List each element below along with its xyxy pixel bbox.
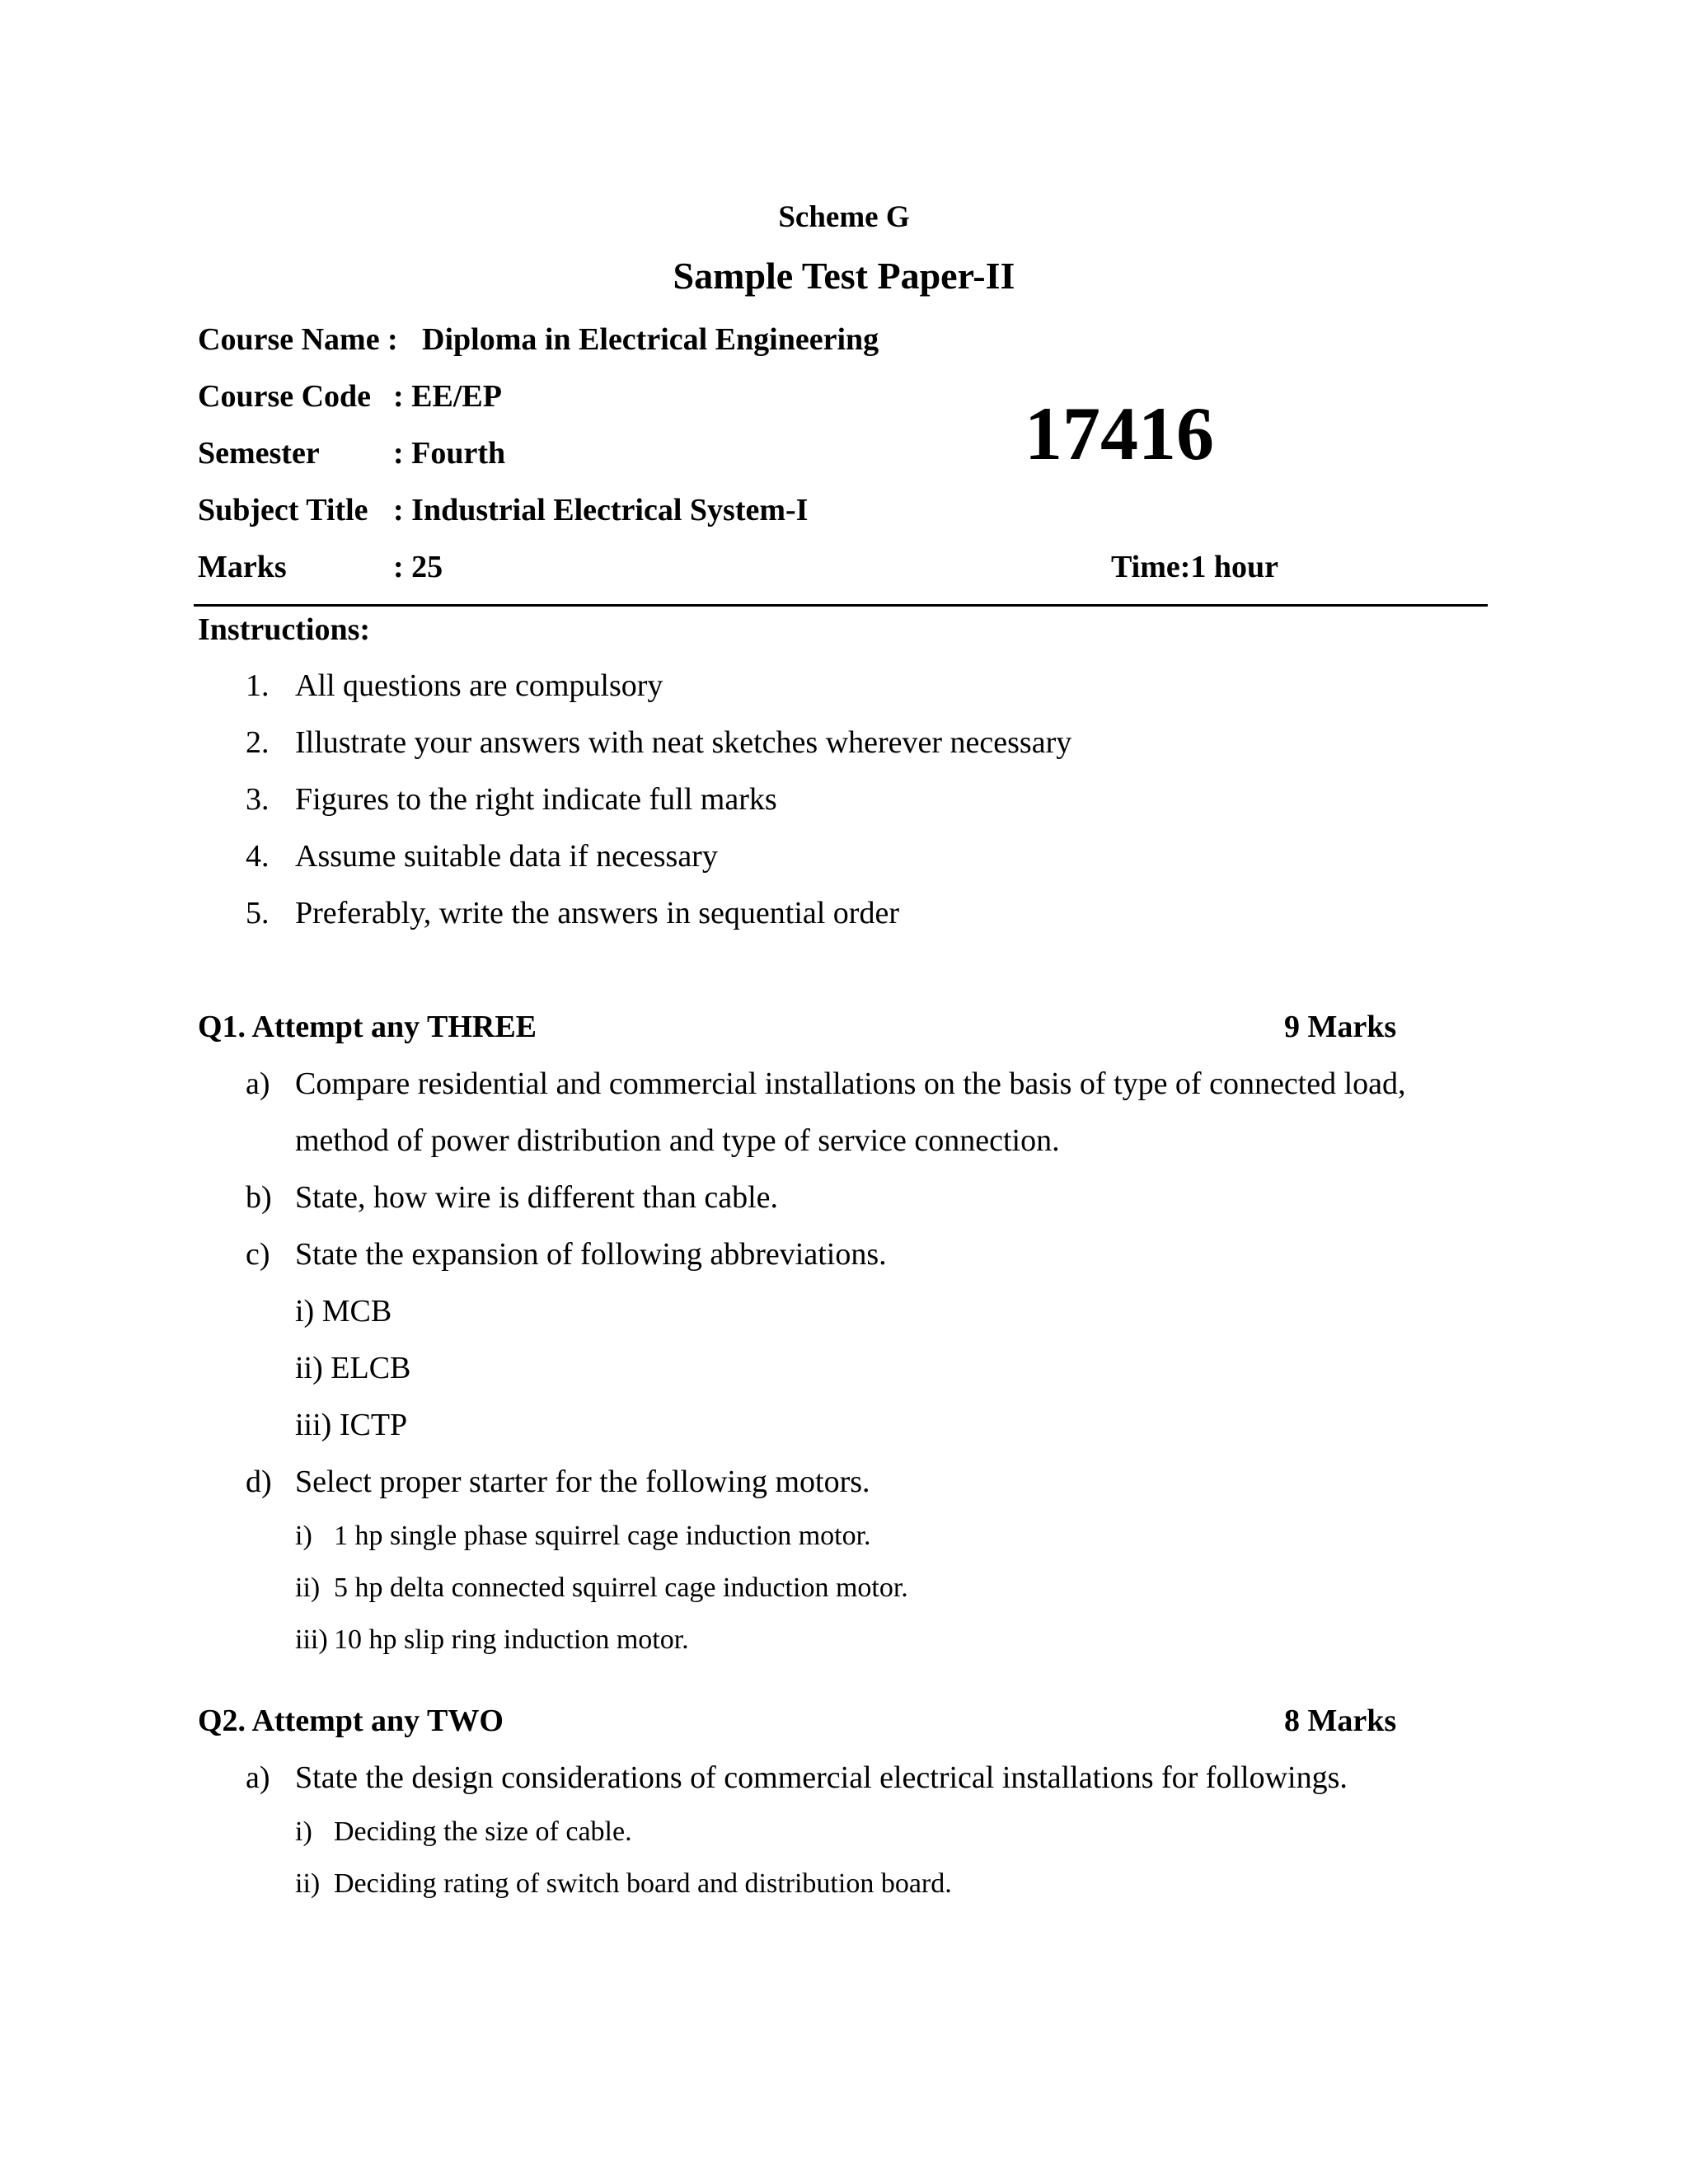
sub-item-number: i) bbox=[295, 1816, 312, 1847]
question-text: State the design considerations of commercial electrical installations for followings. bbox=[295, 1760, 1348, 1795]
instruction-number: 1. bbox=[246, 668, 270, 703]
question-label: c) bbox=[246, 1237, 270, 1272]
sub-item-number: ii) bbox=[295, 1868, 321, 1899]
sub-item-number: iii) bbox=[295, 1624, 328, 1655]
instruction-text: Figures to the right indicate full marks bbox=[295, 782, 777, 817]
question-text: Compare residential and commercial installations on the basis of type of connected load, bbox=[295, 1066, 1406, 1101]
question-label: a) bbox=[246, 1066, 270, 1101]
question-text: State, how wire is different than cable. bbox=[295, 1180, 778, 1215]
q2-marks: 8 Marks bbox=[1284, 1704, 1397, 1738]
sub-item-text: 10 hp slip ring induction motor. bbox=[334, 1624, 689, 1655]
question-label: d) bbox=[246, 1465, 272, 1499]
instruction-text: Illustrate your answers with neat sketches wherever necessary bbox=[295, 725, 1072, 760]
course-code-value: : EE/EP bbox=[393, 379, 502, 414]
instructions-heading: Instructions: bbox=[198, 612, 371, 647]
course-name-label: Course Name : bbox=[198, 322, 398, 357]
question-text: Select proper starter for the following motors. bbox=[295, 1465, 870, 1499]
subject-title-label: Subject Title bbox=[198, 493, 368, 527]
instruction-number: 4. bbox=[246, 839, 270, 874]
semester-value: : Fourth bbox=[393, 436, 506, 471]
sub-item-text: 1 hp single phase squirrel cage induction motor. bbox=[334, 1521, 871, 1551]
instruction-number: 2. bbox=[246, 725, 270, 760]
q1-marks: 9 Marks bbox=[1284, 1010, 1397, 1044]
course-code-label: Course Code bbox=[198, 379, 372, 414]
marks-label: Marks bbox=[198, 550, 287, 584]
paper-code: 17416 bbox=[1025, 391, 1214, 476]
sub-item-number: i) bbox=[295, 1521, 312, 1551]
q2-heading: Q2. Attempt any TWO bbox=[198, 1704, 504, 1738]
sub-item: i) MCB bbox=[295, 1294, 392, 1329]
instruction-number: 5. bbox=[246, 896, 270, 930]
header-divider bbox=[194, 604, 1488, 607]
marks-value: : 25 bbox=[393, 550, 443, 584]
sub-item-number: ii) bbox=[295, 1572, 321, 1603]
semester-label: Semester bbox=[198, 436, 320, 471]
sub-item: ii) ELCB bbox=[295, 1351, 411, 1385]
instruction-text: Assume suitable data if necessary bbox=[295, 839, 718, 874]
sub-item: iii) ICTP bbox=[295, 1408, 408, 1442]
q1-heading: Q1. Attempt any THREE bbox=[198, 1010, 537, 1044]
instruction-text: Preferably, write the answers in sequential order bbox=[295, 896, 899, 930]
scheme-label: Scheme G bbox=[778, 200, 910, 234]
sub-item-text: Deciding rating of switch board and distribution board. bbox=[334, 1868, 952, 1899]
instruction-text: All questions are compulsory bbox=[295, 668, 663, 703]
question-label: a) bbox=[246, 1760, 270, 1795]
question-label: b) bbox=[246, 1180, 272, 1215]
sub-item-text: Deciding the size of cable. bbox=[334, 1816, 632, 1847]
course-name-value: Diploma in Electrical Engineering bbox=[422, 322, 879, 357]
sub-item-text: 5 hp delta connected squirrel cage induction motor. bbox=[334, 1572, 908, 1603]
paper-title: Sample Test Paper-II bbox=[673, 255, 1015, 297]
instruction-number: 3. bbox=[246, 782, 270, 817]
question-text: method of power distribution and type of service connection. bbox=[295, 1123, 1060, 1158]
question-text: State the expansion of following abbreviations. bbox=[295, 1237, 887, 1272]
subject-title-value: : Industrial Electrical System-I bbox=[393, 493, 809, 527]
time-label: Time:1 hour bbox=[1111, 550, 1279, 584]
